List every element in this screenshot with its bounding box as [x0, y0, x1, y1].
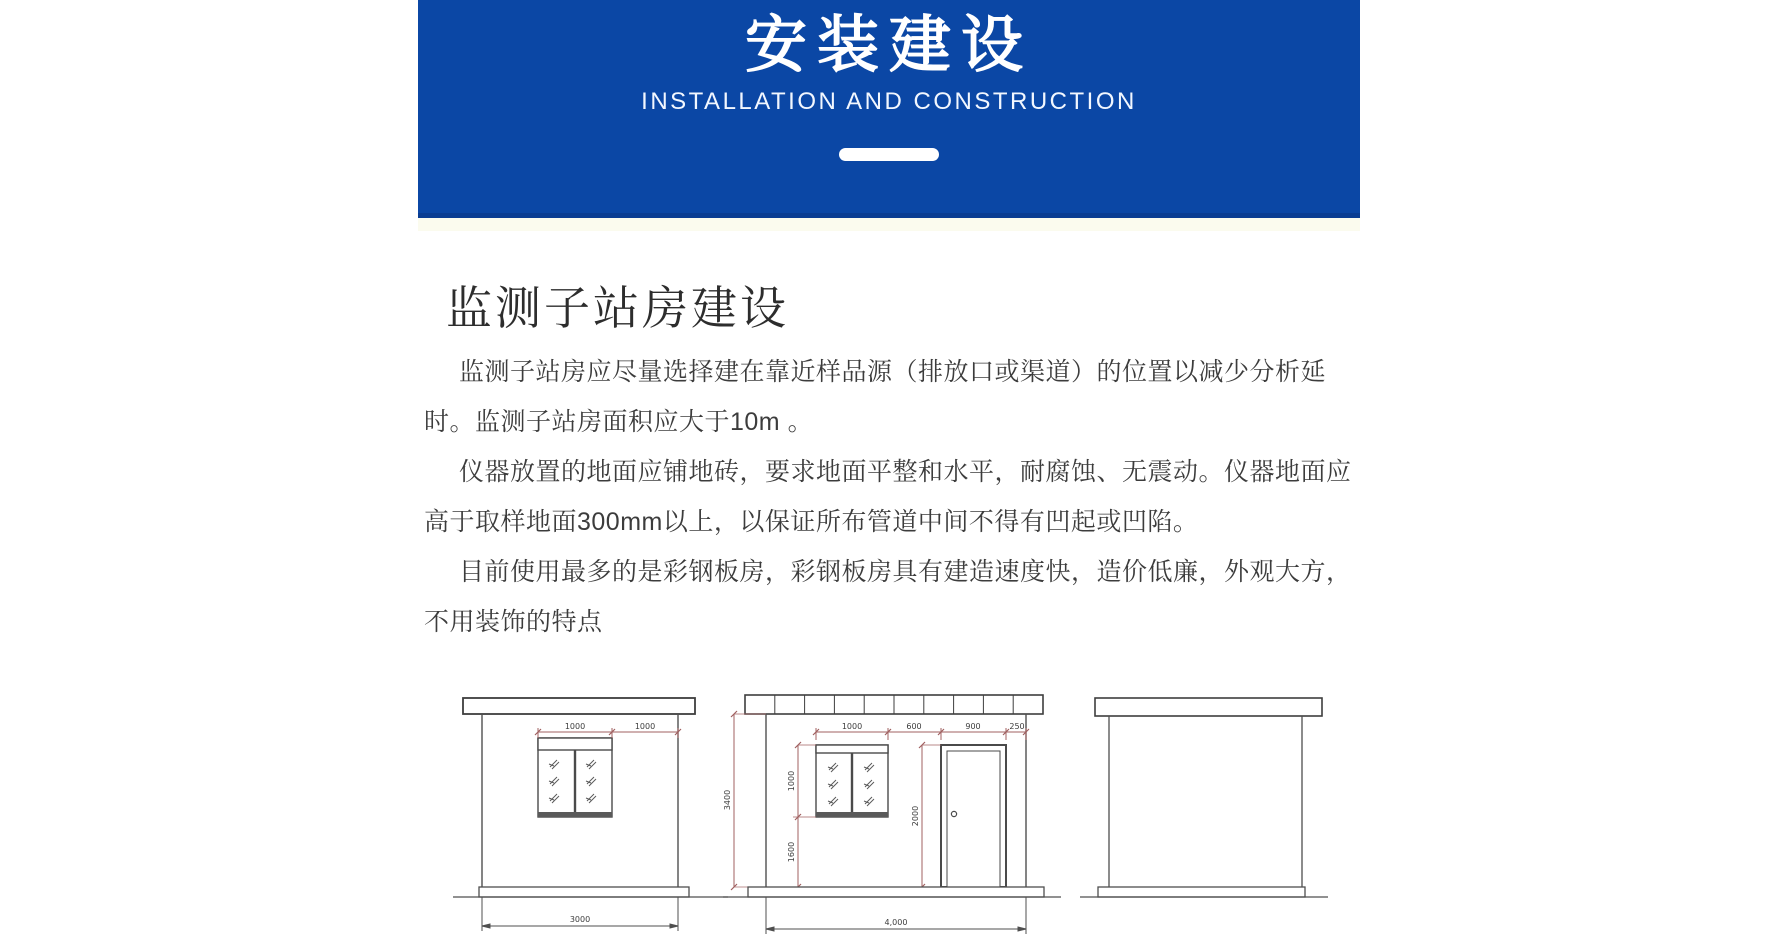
- large-front-elevation-drawing: [721, 686, 1066, 944]
- dim-building-width: 3000: [569, 915, 591, 924]
- paragraph-line: 目前使用最多的是彩钢板房，彩钢板房具有建造速度快，造价低廉，外观大方，: [459, 558, 1352, 586]
- dim-window-width: 1000: [564, 722, 586, 731]
- window-dimensions: [793, 742, 816, 890]
- paragraph-line: 仪器放置的地面应铺地砖，要求地面平整和水平，耐腐蚀、无震动。仪器地面应: [459, 458, 1352, 486]
- side-elevation-drawing: [1076, 686, 1334, 916]
- roof: [745, 695, 1043, 714]
- banner-title: 安装建设: [744, 11, 1033, 80]
- bottom-dimension: [766, 897, 1026, 934]
- paragraph-line: 时。监测子站房面积应大于10m 。: [424, 408, 814, 436]
- window: [538, 738, 612, 817]
- banner-divider: [839, 148, 939, 161]
- roof: [1095, 698, 1322, 716]
- section-heading: 监测子站房建设: [446, 282, 789, 334]
- banner-subtitle: INSTALLATION AND CONSTRUCTION: [641, 88, 1137, 116]
- plinth: [479, 887, 689, 897]
- dim-sill-height: 1600: [787, 841, 796, 863]
- window: [816, 745, 888, 817]
- article-body: [424, 347, 1352, 647]
- banner-under-strip: [418, 218, 1360, 231]
- dim-window-height: 1000: [787, 770, 796, 792]
- dim-building-width: 4,000: [884, 918, 908, 927]
- plinth: [748, 887, 1044, 897]
- small-front-elevation-drawing: [445, 686, 735, 944]
- dim-door-width: 900: [965, 722, 981, 731]
- paragraph-line: 高于取样地面300mm以上，以保证所布管道中间不得有凹起或凹陷。: [424, 508, 1199, 536]
- door: [941, 745, 1006, 887]
- dim-edge: 250: [1009, 722, 1025, 731]
- paragraph-line: 监测子站房应尽量选择建在靠近样品源（排放口或渠道）的位置以减少分析延: [459, 358, 1327, 386]
- dim-gap: 600: [906, 722, 922, 731]
- paragraph-line: 不用装饰的特点: [424, 608, 603, 636]
- dim-door-height: 2000: [911, 805, 920, 827]
- top-dimensions: [535, 728, 681, 738]
- plinth: [1098, 887, 1305, 897]
- door-dimension: [919, 742, 941, 890]
- height-dimension: [731, 711, 766, 890]
- dim-window-offset: 1000: [634, 722, 656, 731]
- bottom-dimension: [482, 897, 678, 931]
- dim-building-height: 3400: [723, 789, 732, 811]
- dim-window-width: 1000: [841, 722, 863, 731]
- header-banner: [418, 0, 1360, 218]
- roof: [463, 698, 695, 714]
